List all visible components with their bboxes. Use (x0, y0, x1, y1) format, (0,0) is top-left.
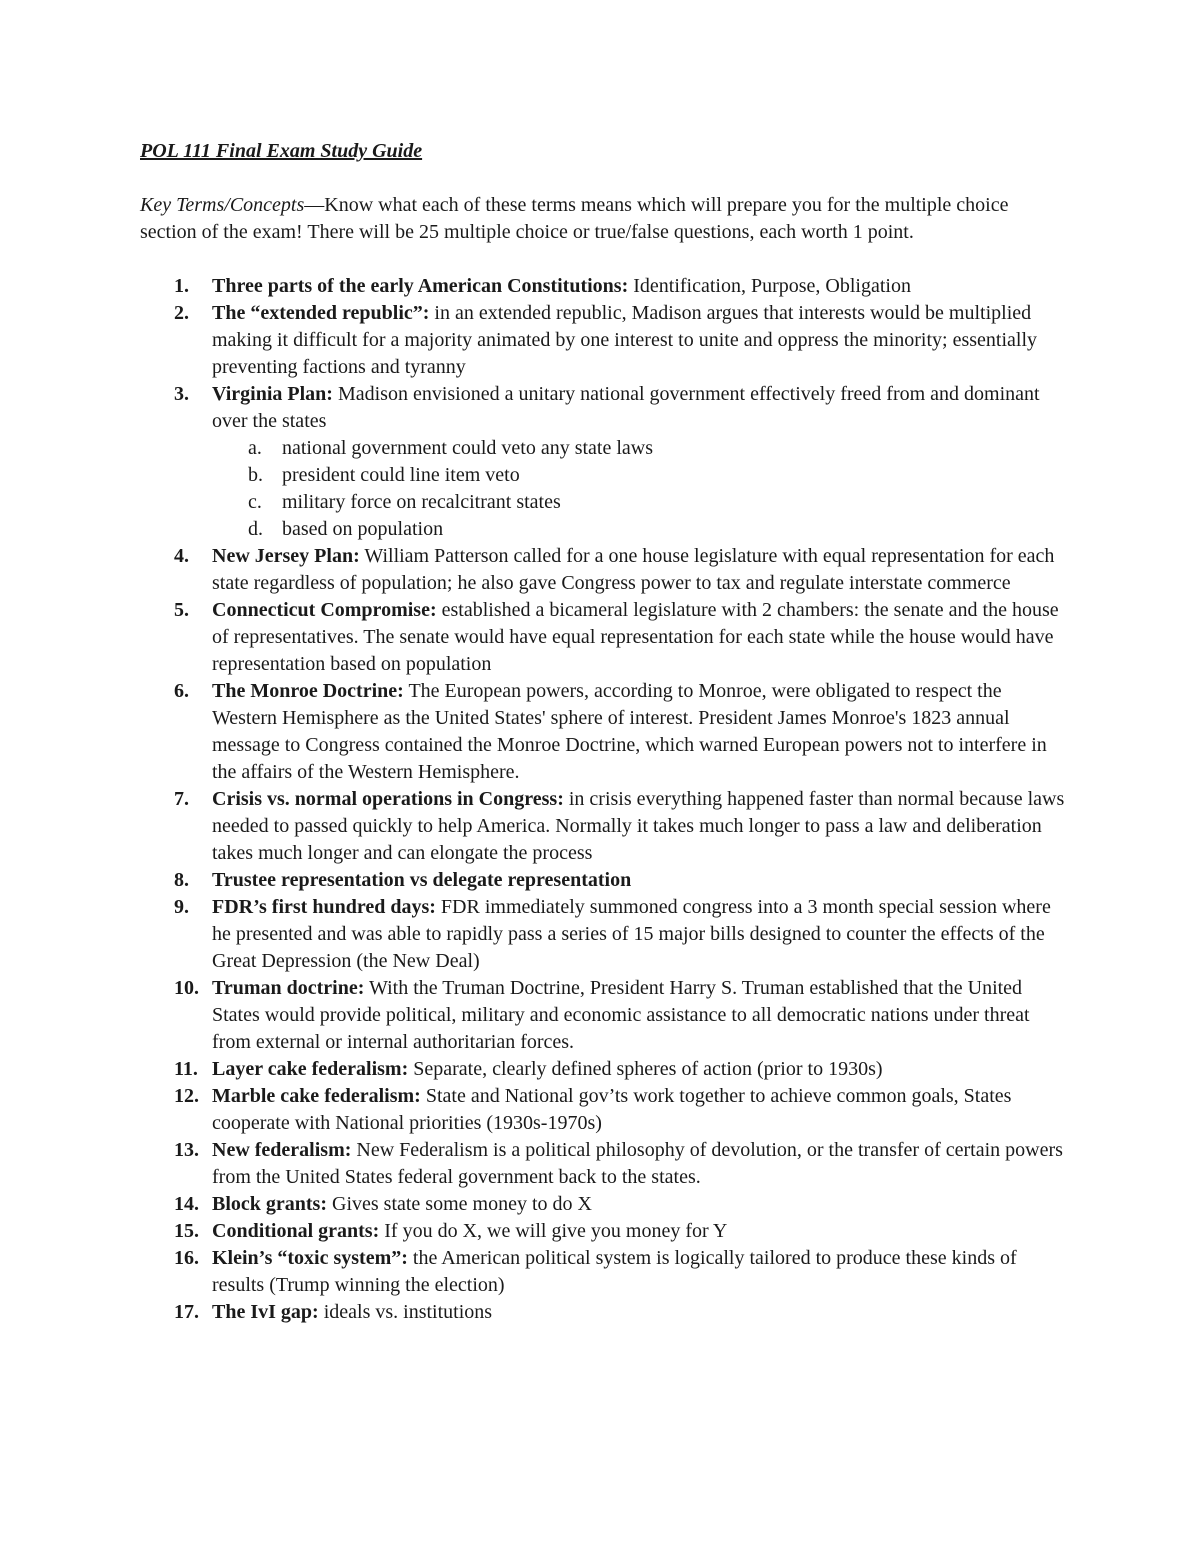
term-item (140, 786, 1070, 867)
term-item (140, 381, 1070, 543)
term-number: 3. (174, 383, 189, 405)
term-number: 4. (174, 545, 189, 567)
term-definition: State and National gov’ts work together to achieve common goals, States cooperate with National priorities (1930s-1970s) (212, 1085, 1012, 1134)
term-label: The Monroe Doctrine: (212, 680, 404, 702)
term-number: 11. (174, 1058, 198, 1080)
term-item (140, 273, 1070, 300)
page-title: POL 111 Final Exam Study Guide (140, 140, 423, 162)
term-definition: Gives state some money to do X (327, 1193, 592, 1215)
intro-lead: Key Terms/Concepts (140, 194, 305, 216)
sub-list (212, 435, 1070, 543)
sub-text: military force on recalcitrant states (282, 491, 561, 513)
term-definition: FDR immediately summoned congress into a 3 month special session where he presented and was able to rapidly pass a series of 15 major bills designed to counter the effects of the Great Depression (the New Deal) (212, 896, 1051, 972)
term-definition: Identification, Purpose, Obligation (628, 275, 911, 297)
sub-letter: d. (248, 518, 263, 540)
term-definition: in crisis everything happened faster than normal because laws needed to passed quickly to help America. Normally it takes much longer to pass a law and deliberation takes much longer and can elongate the process (212, 788, 1065, 864)
term-number: 15. (174, 1220, 199, 1242)
term-item (140, 1191, 1070, 1218)
term-label: Klein’s “toxic system”: (212, 1247, 408, 1269)
term-number: 10. (174, 977, 199, 999)
term-number: 2. (174, 302, 189, 324)
term-label: Three parts of the early American Constitutions: (212, 275, 629, 297)
sub-item (212, 462, 1070, 489)
term-label: Connecticut Compromise: (212, 599, 437, 621)
term-label: Crisis vs. normal operations in Congress: (212, 788, 564, 810)
term-number: 8. (174, 869, 189, 891)
term-definition: established a bicameral legislature with 2 chambers: the senate and the house of representatives. The senate would have equal representation for each state while the house would have representation based on population (212, 599, 1059, 675)
term-definition: Separate, clearly defined spheres of action (prior to 1930s) (408, 1058, 883, 1080)
term-item (140, 894, 1070, 975)
term-label: Layer cake federalism: (212, 1058, 409, 1080)
term-label: FDR’s first hundred days: (212, 896, 436, 918)
term-definition: the American political system is logically tailored to produce these kinds of results (Trump winning the election) (212, 1247, 1017, 1296)
term-number: 17. (174, 1301, 199, 1323)
term-number: 9. (174, 896, 189, 918)
term-item (140, 975, 1070, 1056)
sub-letter: c. (248, 491, 262, 513)
term-definition: ideals vs. institutions (318, 1301, 493, 1323)
sub-text: president could line item veto (282, 464, 520, 486)
term-definition: Madison envisioned a unitary national government effectively freed from and dominant over the states (212, 383, 1040, 432)
term-definition: New Federalism is a political philosophy of devolution, or the transfer of certain powers from the United States federal government back to the states. (212, 1139, 1063, 1188)
term-definition: The European powers, according to Monroe, were obligated to respect the Western Hemisphere as the United States' sphere of interest. President James Monroe's 1823 annual message to Congress contained the Monroe Doctrine, which warned European powers not to interfere in the affairs of the Western Hemisphere. (212, 680, 1047, 783)
intro-paragraph (140, 192, 1070, 246)
term-definition: in an extended republic, Madison argues that interests would be multiplied making it difficult for a majority animated by one interest to unite and oppress the minority; essentially preventing factions and tyranny (212, 302, 1037, 378)
term-label: Marble cake federalism: (212, 1085, 421, 1107)
term-label: The IvI gap: (212, 1301, 319, 1323)
sub-item (212, 489, 1070, 516)
sub-text: based on population (282, 518, 444, 540)
term-item (140, 1218, 1070, 1245)
term-item (140, 867, 1070, 894)
term-definition: With the Truman Doctrine, President Harry S. Truman established that the United States would provide political, military and economic assistance to all democratic nations under threat from external or internal authoritarian forces. (212, 977, 1030, 1053)
term-item (140, 300, 1070, 381)
term-label: New Jersey Plan: (212, 545, 360, 567)
sub-letter: b. (248, 464, 263, 486)
term-definition: William Patterson called for a one house legislature with equal representation for each state regardless of population; he also gave Congress power to tax and regulate interstate commerce (212, 545, 1055, 594)
term-number: 13. (174, 1139, 199, 1161)
term-number: 6. (174, 680, 189, 702)
intro-text: —Know what each of these terms means which will prepare you for the multiple choice section of the exam! There will be 25 multiple choice or true/false questions, each worth 1 point. (140, 194, 1009, 243)
document-page (140, 138, 1070, 1326)
term-item (140, 1056, 1070, 1083)
term-label: Truman doctrine: (212, 977, 365, 999)
term-number: 7. (174, 788, 189, 810)
term-item (140, 543, 1070, 597)
terms-list (140, 273, 1070, 1326)
term-label: New federalism: (212, 1139, 352, 1161)
term-number: 14. (174, 1193, 199, 1215)
term-label: The “extended republic”: (212, 302, 430, 324)
term-label: Block grants: (212, 1193, 327, 1215)
term-item (140, 1137, 1070, 1191)
term-item (140, 678, 1070, 786)
term-number: 16. (174, 1247, 199, 1269)
term-label: Trustee representation vs delegate representation (212, 869, 632, 891)
sub-text: national government could veto any state laws (282, 437, 654, 459)
sub-item (212, 516, 1070, 543)
sub-letter: a. (248, 437, 262, 459)
term-item (140, 1299, 1070, 1326)
sub-item (212, 435, 1070, 462)
term-number: 1. (174, 275, 189, 297)
term-number: 12. (174, 1085, 199, 1107)
term-item (140, 1245, 1070, 1299)
term-label: Virginia Plan: (212, 383, 333, 405)
term-number: 5. (174, 599, 189, 621)
term-label: Conditional grants: (212, 1220, 380, 1242)
term-item (140, 597, 1070, 678)
term-definition: If you do X, we will give you money for Y (379, 1220, 728, 1242)
term-item (140, 1083, 1070, 1137)
